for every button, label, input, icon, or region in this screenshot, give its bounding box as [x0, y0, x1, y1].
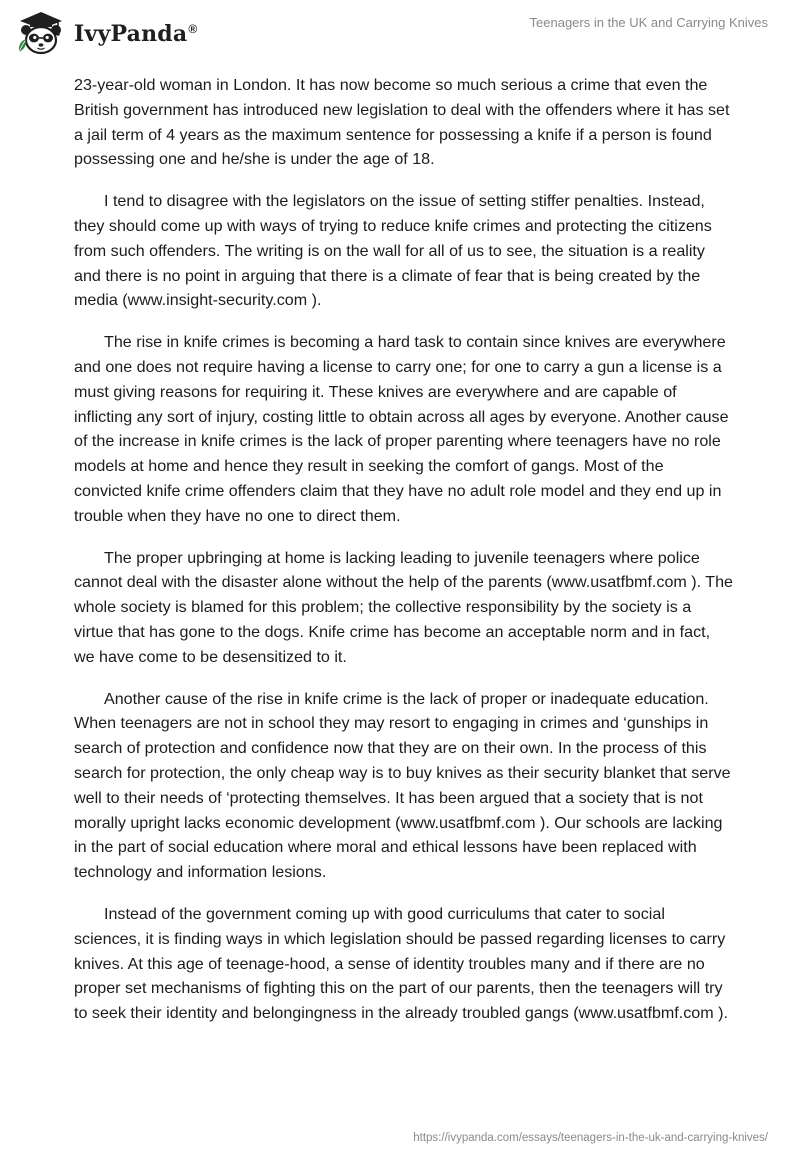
document-title: Teenagers in the UK and Carrying Knives: [529, 15, 768, 30]
brand-logo[interactable]: [14, 8, 197, 58]
panda-graduate-logo-icon: [14, 8, 68, 58]
page-header: [0, 0, 800, 70]
paragraph-4: The proper upbringing at home is lacking leading to juvenile teenagers where police cannot deal with the disaster alone without the help of the parents (www.usatfbmf.com ). The whole society is blamed for this problem; the collective responsibility by the society is a virtue that has gone to the dogs. Knife crime has become an acceptable norm and in fact, we have come to be desensitized to it.: [74, 548, 734, 666]
registered-mark: ®: [188, 21, 198, 36]
essay-body: [74, 73, 734, 1043]
paragraph-5: Another cause of the rise in knife crime is the lack of proper or inadequate education. When teenagers are not in school they may resort to engaging in crimes and ‘gunships in search of protection and confidence now that they are on their own. In the process of this search for protection, the only cheap way is to buy knives as their security blanket that serve well to their needs of ‘protecting themselves. It has been argued that a society that is not morally upright lacks economic development (www.usatfbmf.com ). Our schools are lacking in the part of social education where moral and ethical lessons have been replaced with technology and information lesions.: [74, 689, 731, 882]
paragraph-2: I tend to disagree with the legislators on the issue of setting stiffer penalties. Instead, they should come up with ways of trying to reduce knife crimes and protecting the citizens from such offenders. The writing is on the wall for all of us to see, the situation is a reality and there is no point in arguing that there is a climate of fear that is being created by the media (www.insight-security.com ).: [74, 192, 712, 310]
paragraph-3: The rise in knife crimes is becoming a hard task to contain since knives are everywhere and one does not require having a license to carry one; for one to carry a gun a license is a must giving reasons for requiring it. These knives are everywhere and are capable of inflicting any sort of injury, costing little to obtain across all ages by everyone. Another cause of the increase in knife crimes is the lack of proper parenting where teenagers have no role models at home and hence they result in seeking the comfort of gangs. Most of the convicted knife crime offenders claim that they have no adult role model and they end up in trouble when they have no one to direct them.: [74, 333, 729, 525]
brand-name: [74, 21, 197, 47]
brand-name-text: IvyPanda: [74, 21, 188, 47]
source-url[interactable]: https://ivypanda.com/essays/teenagers-in-the-uk-and-carrying-knives/: [413, 1132, 768, 1144]
paragraph-6: Instead of the government coming up with good curriculums that cater to social sciences, it is finding ways in which legislation should be passed regarding licenses to carry knives. At this age of teenage-hood, a sense of identity troubles many and if there are no proper set mechanisms of fighting this on the part of our parents, then the teenagers will try to seek their identity and belongingness in the already troubled gangs (www.usatfbmf.com ).: [74, 904, 728, 1023]
paragraph-1: 23-year-old woman in London. It has now become so much serious a crime that even the British government has introduced new legislation to deal with the offenders where it has set a jail term of 4 years as the maximum sentence for possessing a knife if a person is found possessing one and he/she is under the age of 18.: [74, 76, 730, 169]
